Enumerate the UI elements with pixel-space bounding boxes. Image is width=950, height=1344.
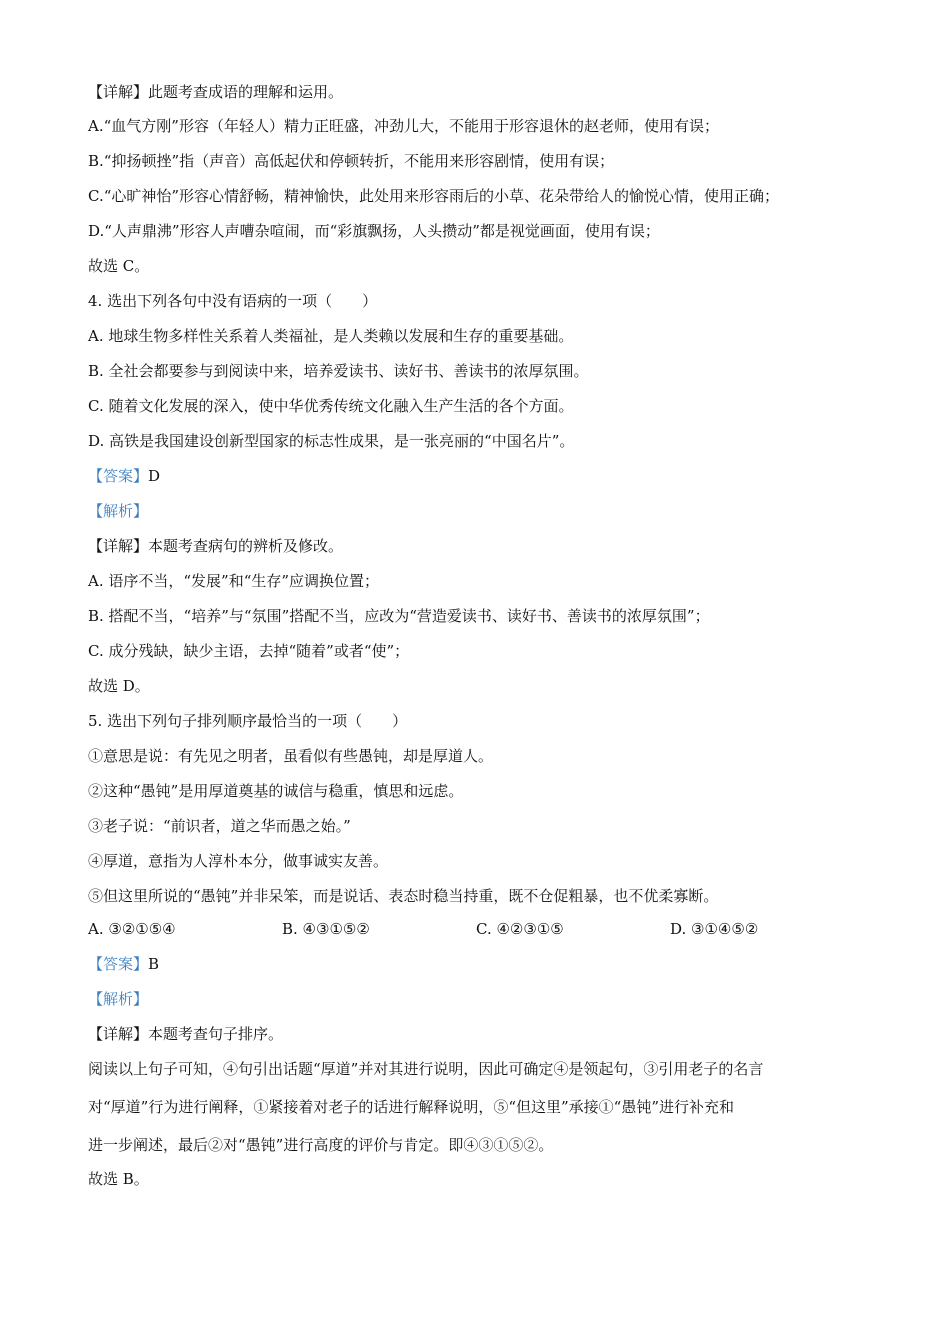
q4-answer — [88, 466, 160, 486]
q5-sentence-5: ⑤但这里所说的“愚钝”并非呆笨，而是说话、表态时稳当持重，既不仓促粗暴，也不优柔寡断。 — [88, 887, 719, 905]
answer-tag: 【答案】 — [88, 955, 149, 973]
q5-option-d: D. ③①④⑤② — [670, 920, 759, 938]
q3-detail-option-b: B.“抑扬顿挫”指（声音）高低起伏和停顿转折，不能用来形容剧情，使用有误； — [88, 152, 615, 170]
q3-detail-option-d: D.“人声鼎沸”形容人声嘈杂喧闹，而“彩旗飘扬，人头攒动”都是视觉画面，使用有误； — [88, 222, 660, 240]
q5-sentence-2: ②这种“愚钝”是用厚道奠基的诚信与稳重，慎思和远虑。 — [88, 782, 464, 800]
q5-sentence-3: ③老子说：“前识者，道之华而愚之始。” — [88, 817, 351, 835]
q5-paragraph-line-3: 进一步阐述，最后②对“愚钝”进行高度的评价与肯定。即④③①⑤②。 — [88, 1136, 554, 1154]
q4-detail-intro: 【详解】本题考查病句的辨析及修改。 — [88, 537, 344, 555]
answer-value: B — [148, 955, 160, 973]
q4-option-b: B. 全社会都要参与到阅读中来，培养爱读书、读好书、善读书的浓厚氛围。 — [88, 362, 589, 380]
q5-paragraph-line-2: 对“厚道”行为进行阐释，①紧接着对老子的话进行解释说明，⑤“但这里”承接①“愚钝”进行补充和 — [88, 1098, 735, 1116]
q5-stem: 5. 选出下列句子排列顺序最恰当的一项（ ） — [88, 712, 408, 730]
q5-analysis-tag: 【解析】 — [88, 990, 149, 1008]
q4-analysis-tag: 【解析】 — [88, 502, 149, 520]
q5-sentence-1: ①意思是说：有先见之明者，虽看似有些愚钝，却是厚道人。 — [88, 747, 494, 765]
q5-sentence-4: ④厚道，意指为人淳朴本分，做事诚实友善。 — [88, 852, 389, 870]
q5-detail-intro: 【详解】本题考查句子排序。 — [88, 1025, 284, 1043]
q4-detail-c: C. 成分残缺，缺少主语，去掉“随着”或者“使”； — [88, 642, 410, 660]
q5-option-a: A. ③②①⑤④ — [88, 920, 176, 938]
q5-answer — [88, 954, 159, 974]
q4-conclusion: 故选 D。 — [88, 677, 150, 695]
q4-option-a: A. 地球生物多样性关系着人类福祉，是人类赖以发展和生存的重要基础。 — [88, 327, 574, 345]
answer-tag: 【答案】 — [88, 467, 149, 485]
q3-detail-option-a: A.“血气方刚”形容（年轻人）精力正旺盛，冲劲儿大，不能用于形容退休的赵老师，使用有误； — [88, 117, 719, 135]
answer-value: D — [148, 467, 161, 485]
q4-detail-b: B. 搭配不当，“培养”与“氛围”搭配不当，应改为“营造爱读书、读好书、善读书的浓厚氛围”； — [88, 607, 710, 625]
q4-option-c: C. 随着文化发展的深入，使中华优秀传统文化融入生产生活的各个方面。 — [88, 397, 574, 415]
q4-stem: 4. 选出下列各句中没有语病的一项（ ） — [88, 292, 378, 310]
q5-conclusion: 故选 B。 — [88, 1170, 149, 1188]
q5-option-c: C. ④②③①⑤ — [476, 920, 564, 938]
q4-detail-a: A. 语序不当，“发展”和“生存”应调换位置； — [88, 572, 380, 590]
q4-option-d: D. 高铁是我国建设创新型国家的标志性成果，是一张亮丽的“中国名片”。 — [88, 432, 575, 450]
q5-paragraph-line-1: 阅读以上句子可知，④句引出话题“厚道”并对其进行说明，因此可确定④是领起句，③引用老子的名言 — [88, 1060, 764, 1078]
q3-conclusion: 故选 C。 — [88, 257, 150, 275]
q3-detail-intro: 【详解】此题考查成语的理解和运用。 — [88, 83, 344, 101]
q3-detail-option-c: C.“心旷神怡”形容心情舒畅，精神愉快，此处用来形容雨后的小草、花朵带给人的愉悦心情，使用正确； — [88, 187, 780, 205]
q5-option-b: B. ④③①⑤② — [282, 920, 370, 938]
